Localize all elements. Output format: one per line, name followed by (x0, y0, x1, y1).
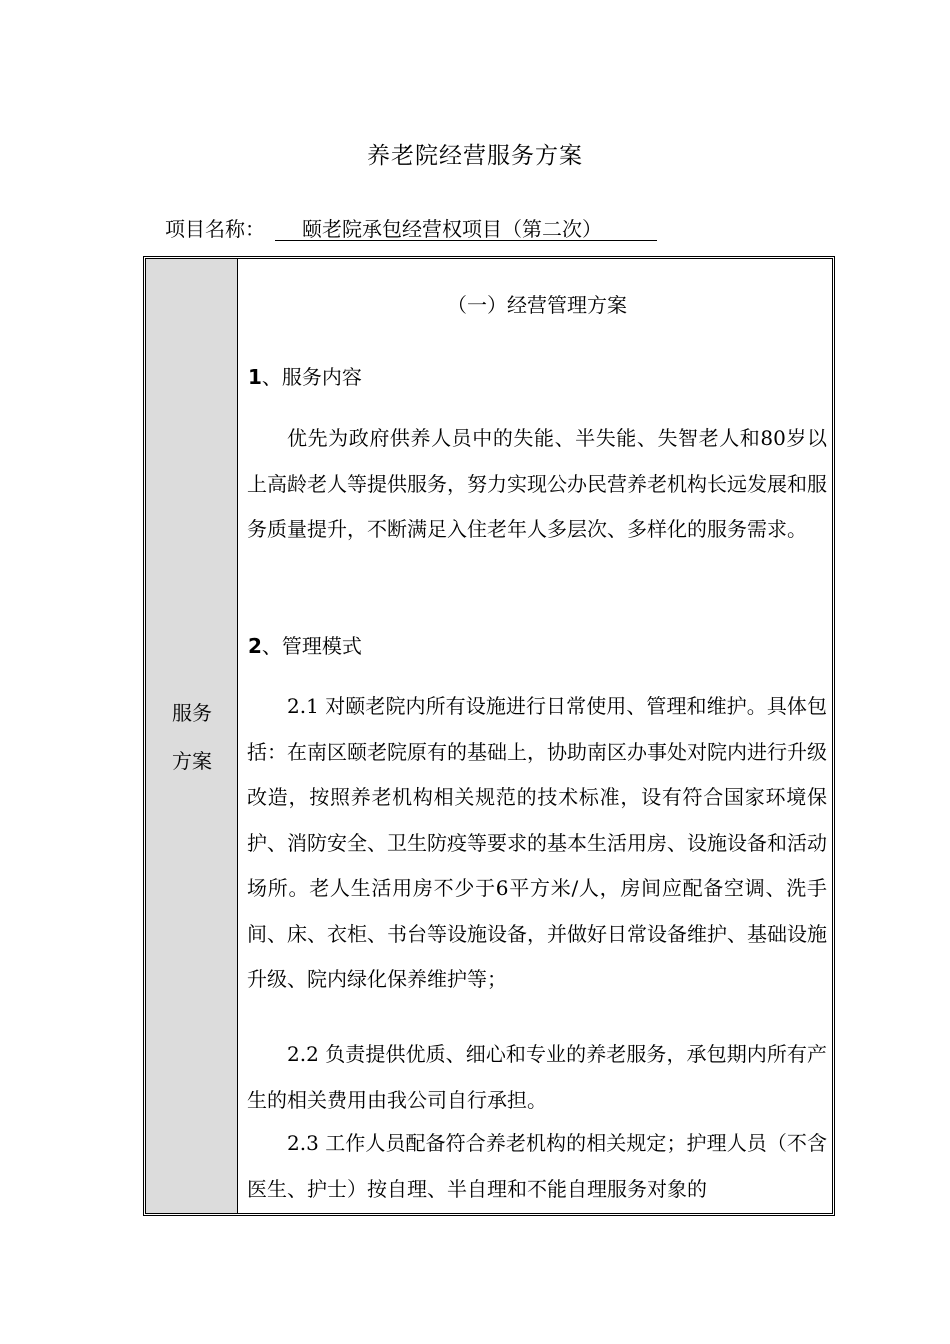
document-title: 养老院经营服务方案 (367, 143, 583, 169)
paragraph-service-content: 优先为政府供养人员中的失能、半失能、失智老人和80岁以上高龄老人等提供服务，努力实现公办民营养老机构长远发展和服务质量提升，不断满足入住老年人多层次、多样化的服务需求。 (247, 426, 827, 541)
paragraph-2-2: 2.2 负责提供优质、细心和专业的养老服务，承包期内所有产生的相关费用由我公司自行承担。 (247, 1042, 827, 1112)
project-name-value: 颐老院承包经营权项目（第二次） (275, 213, 657, 241)
row-header-line-1: 服务 (172, 701, 212, 725)
heading-service-content (248, 361, 362, 390)
heading-text: 、管理模式 (261, 634, 362, 658)
heading-number: 2 (248, 634, 262, 658)
section-title: （一）经营管理方案 (447, 293, 627, 317)
heading-management-mode (248, 630, 362, 659)
row-header-cell (146, 259, 238, 1213)
row-header-line-2: 方案 (172, 749, 212, 773)
row-header-label (146, 689, 238, 785)
paragraph-2-3: 2.3 工作人员配备符合养老机构的相关规定；护理人员（不含医生、护士）按自理、半自理和不能自理服务对象的 (247, 1131, 827, 1201)
project-name-label: 项目名称： (165, 217, 265, 241)
service-plan-table (143, 256, 835, 1216)
heading-number: 1 (248, 365, 262, 389)
heading-text: 、服务内容 (261, 365, 362, 389)
paragraph-2-1: 2.1 对颐老院内所有设施进行日常使用、管理和维护。具体包括：在南区颐老院原有的基础上，协助南区办事处对院内进行升级改造，按照养老机构相关规范的技术标准，设有符合国家环境保护、消防安全、卫生防疫等要求的基本生活用房、设施设备和活动场所。老人生活用房不少于6平方米/人，房间应配备空调、洗手间、床、衣柜、书台等设施设备，并做好日常设备维护、基础设施升级、院内绿化保养维护等； (247, 694, 827, 991)
